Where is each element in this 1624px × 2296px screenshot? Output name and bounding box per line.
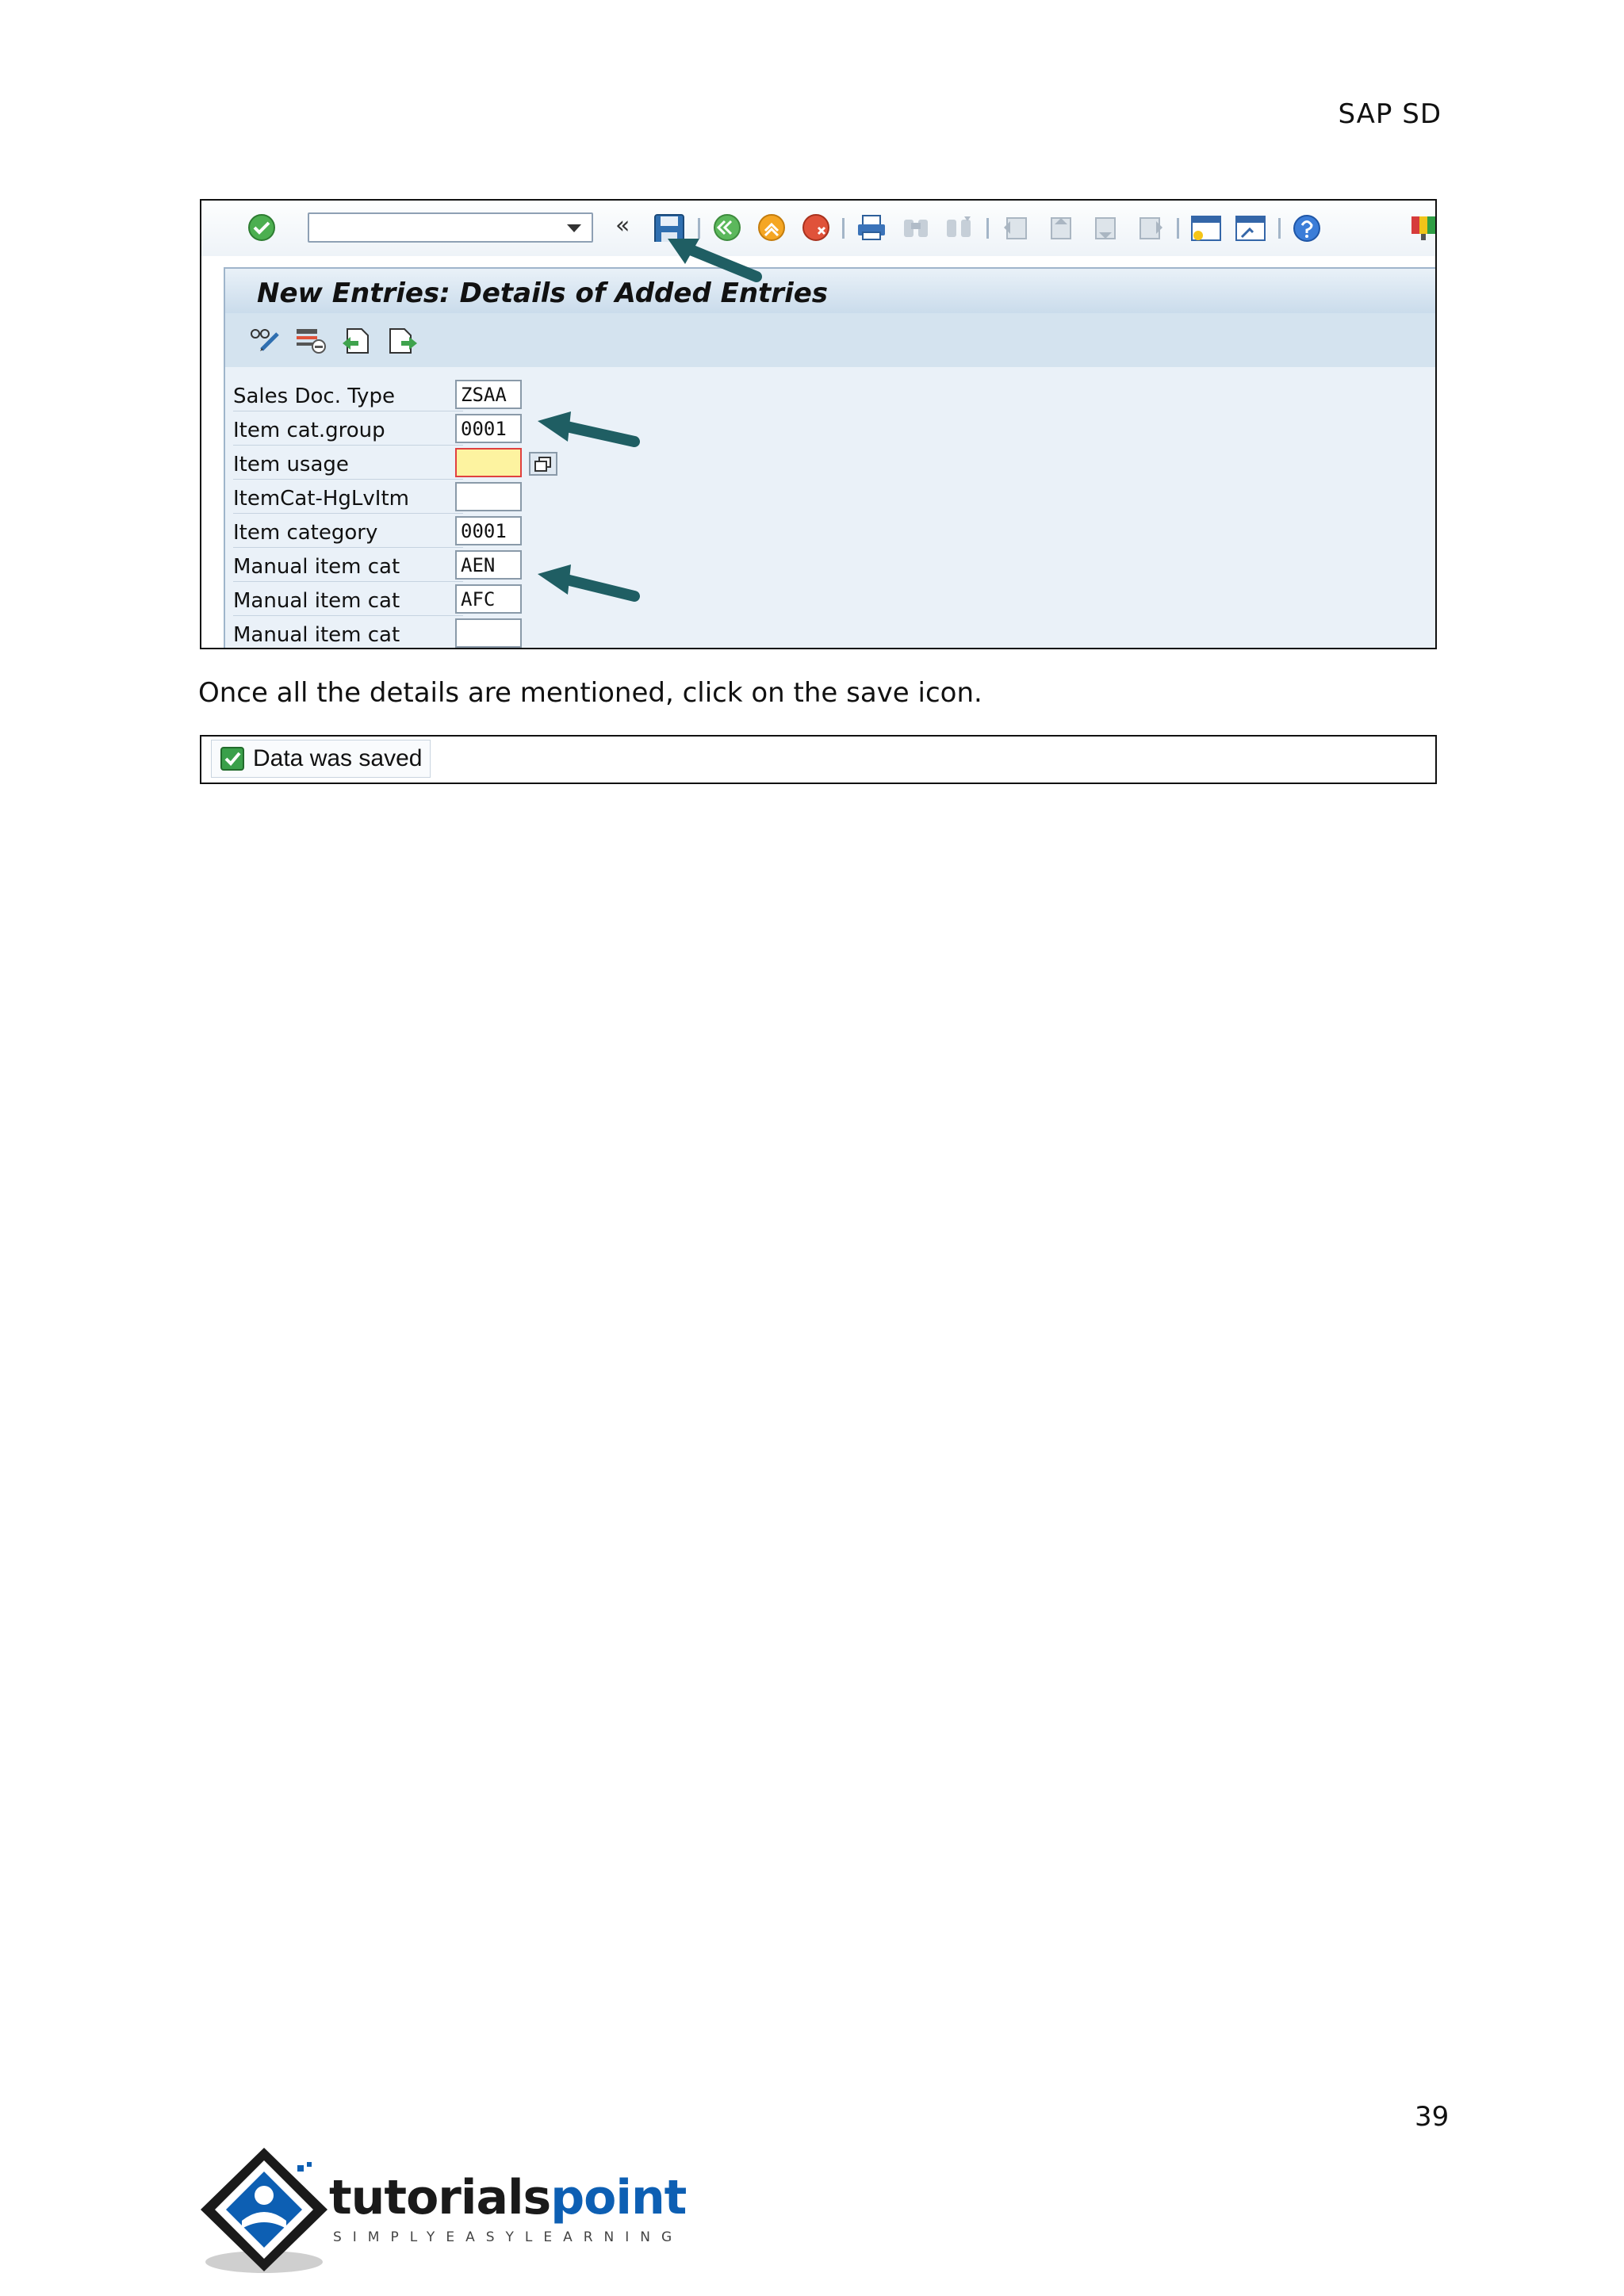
- sales-doc-type-field[interactable]: ZSAA: [455, 380, 522, 409]
- next-page-icon[interactable]: [1088, 213, 1121, 242]
- toolbar-separator: [986, 218, 989, 239]
- manual-item-cat-field[interactable]: [455, 618, 522, 648]
- item-cat-group-field[interactable]: 0001: [455, 414, 522, 443]
- status-message-text: Data was saved: [253, 745, 423, 771]
- form-row: [225, 446, 527, 480]
- application-toolbar: [224, 313, 1435, 369]
- chevron-down-icon[interactable]: [566, 224, 582, 233]
- command-field[interactable]: [308, 212, 593, 243]
- item-category-label: Item category: [233, 521, 463, 548]
- manual-item-cat-field[interactable]: AEN: [455, 550, 522, 580]
- first-page-icon[interactable]: [999, 213, 1032, 242]
- page-title: New Entries: Details of Added Entries: [257, 277, 829, 309]
- instruction-text: Once all the details are mentioned, click on the save icon.: [198, 677, 982, 709]
- tutorialspoint-logo: [194, 2145, 687, 2279]
- details-form: [224, 367, 1435, 648]
- display-change-icon[interactable]: [249, 326, 284, 354]
- form-row: [225, 412, 527, 446]
- help-icon[interactable]: [1291, 213, 1324, 242]
- shortcut-icon[interactable]: [1234, 213, 1269, 242]
- delete-entry-icon[interactable]: [293, 326, 328, 354]
- form-row: [225, 583, 527, 617]
- annotation-arrow-icon: [534, 561, 645, 617]
- page-number: 39: [1415, 2101, 1450, 2133]
- manual-item-cat-field[interactable]: AFC: [455, 584, 522, 614]
- cancel-icon[interactable]: [799, 213, 833, 242]
- toolbar-separator: [1177, 218, 1179, 239]
- sales-doc-type-label: Sales Doc. Type: [233, 385, 463, 411]
- previous-page-icon[interactable]: [1044, 213, 1077, 242]
- manual-item-cat-label: Manual item cat: [233, 623, 463, 649]
- logo-tagline: SIMPLYEASYLEARNING: [333, 2229, 684, 2245]
- last-page-icon[interactable]: [1132, 213, 1166, 242]
- item-usage-field[interactable]: [455, 448, 522, 477]
- toolbar-separator: [842, 218, 845, 239]
- enter-icon[interactable]: [246, 213, 278, 242]
- status-message: [211, 740, 431, 778]
- item-category-field[interactable]: 0001: [455, 516, 522, 545]
- screen-title-bar: [224, 267, 1435, 315]
- itemcat-hglvitm-label: ItemCat-HgLvItm: [233, 487, 463, 514]
- collapse-chevron-icon[interactable]: «: [615, 212, 630, 239]
- success-check-icon: [220, 746, 245, 771]
- form-row: [225, 480, 527, 515]
- customize-layout-icon[interactable]: [1408, 213, 1437, 242]
- form-row: [225, 549, 527, 583]
- create-session-icon[interactable]: [1189, 213, 1224, 242]
- running-header: SAP SD: [1338, 98, 1442, 130]
- toolbar-separator: [1278, 218, 1281, 239]
- manual-item-cat-label: Manual item cat: [233, 555, 463, 582]
- item-cat-group-label: Item cat.group: [233, 419, 463, 446]
- manual-item-cat-label: Manual item cat: [233, 589, 463, 616]
- annotation-arrow-icon: [534, 407, 645, 462]
- form-row: [225, 515, 527, 549]
- previous-entry-icon[interactable]: [339, 326, 374, 354]
- annotation-arrow-icon: [661, 232, 772, 288]
- logo-diamond-icon: [194, 2145, 337, 2279]
- logo-wordmark: tutorialspoint: [329, 2170, 687, 2225]
- itemcat-hglvitm-field[interactable]: [455, 482, 522, 511]
- find-icon[interactable]: [899, 213, 933, 242]
- system-toolbar: [201, 201, 1435, 256]
- status-bar-screenshot: [200, 735, 1437, 784]
- next-entry-icon[interactable]: [385, 326, 420, 354]
- form-row: [225, 378, 527, 412]
- item-usage-label: Item usage: [233, 453, 463, 480]
- find-next-icon[interactable]: [942, 213, 975, 242]
- form-row: [225, 617, 527, 649]
- sap-screenshot: [200, 199, 1437, 649]
- print-icon[interactable]: [855, 213, 888, 242]
